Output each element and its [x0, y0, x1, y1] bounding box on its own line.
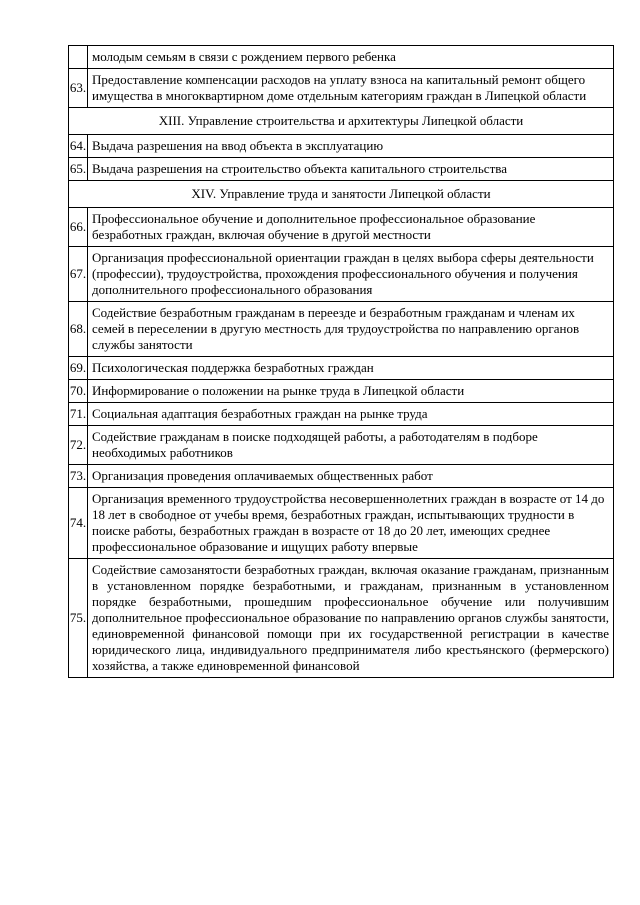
service-name: молодым семьям в связи с рождением первого ребенка [88, 46, 614, 69]
table-row [69, 488, 614, 559]
table-row [69, 357, 614, 380]
row-number: 65. [69, 158, 88, 181]
section-header-row [69, 181, 614, 208]
table-row [69, 426, 614, 465]
table-row [69, 302, 614, 357]
table-row [69, 69, 614, 108]
service-name: Предоставление компенсации расходов на уплату взноса на капитальный ремонт общего имущества в многоквартирном доме отдельным категориям граждан в Липецкой области [88, 69, 614, 108]
service-name: Организация временного трудоустройства несовершеннолетних граждан в возрасте от 14 до 18 лет в свободное от учебы время, безработных граждан, испытывающих трудности в поиске работы, безработных граждан в возрасте от 18 до 20 лет, имеющих среднее профессиональное образование и ищущих работу впервые [88, 488, 614, 559]
table-row [69, 135, 614, 158]
section-header-row [69, 108, 614, 135]
service-name: Выдача разрешения на ввод объекта в эксплуатацию [88, 135, 614, 158]
row-number: 69. [69, 357, 88, 380]
services-table-body [69, 46, 614, 678]
row-number: 68. [69, 302, 88, 357]
service-name: Содействие гражданам в поиске подходящей работы, а работодателям в подборе необходимых работников [88, 426, 614, 465]
table-row [69, 465, 614, 488]
row-number [69, 46, 88, 69]
service-name: Психологическая поддержка безработных граждан [88, 357, 614, 380]
table-row [69, 403, 614, 426]
service-name: Выдача разрешения на строительство объекта капитального строительства [88, 158, 614, 181]
row-number: 63. [69, 69, 88, 108]
services-table [68, 45, 614, 678]
table-row [69, 559, 614, 678]
service-name: Содействие безработным гражданам в переезде и безработным гражданам и членам их семей в переселении в другую местность для трудоустройства по направлению органов службы занятости [88, 302, 614, 357]
section-title: XIII. Управление строительства и архитектуры Липецкой области [69, 108, 614, 135]
table-row [69, 380, 614, 403]
service-name: Социальная адаптация безработных граждан на рынке труда [88, 403, 614, 426]
row-number: 66. [69, 208, 88, 247]
row-number: 72. [69, 426, 88, 465]
row-number: 71. [69, 403, 88, 426]
row-number: 74. [69, 488, 88, 559]
section-title: XIV. Управление труда и занятости Липецкой области [69, 181, 614, 208]
row-number: 75. [69, 559, 88, 678]
service-name: Профессиональное обучение и дополнительное профессиональное образование безработных граждан, включая обучение в другой местности [88, 208, 614, 247]
row-number: 73. [69, 465, 88, 488]
row-number: 67. [69, 247, 88, 302]
table-row [69, 46, 614, 69]
table-row [69, 208, 614, 247]
service-name: Информирование о положении на рынке труда в Липецкой области [88, 380, 614, 403]
service-name: Содействие самозанятости безработных граждан, включая оказание гражданам, признанным в установленном порядке безработными, и гражданам, признанным в установленном порядке безработными, прошедшим профессиональное обучение или получившим дополнительное профессиональное образование по направлению органов службы занятости, единовременной финансовой помощи при их государственной регистрации в качестве юридического лица, индивидуального предпринимателя либо крестьянского (фермерского) хозяйства, а также единовременной финансовой [88, 559, 614, 678]
service-name: Организация проведения оплачиваемых общественных работ [88, 465, 614, 488]
row-number: 64. [69, 135, 88, 158]
table-row [69, 247, 614, 302]
table-row [69, 158, 614, 181]
row-number: 70. [69, 380, 88, 403]
service-name: Организация профессиональной ориентации граждан в целях выбора сферы деятельности (профессии), трудоустройства, прохождения профессионального обучения и получения дополнительного профессионального образования [88, 247, 614, 302]
